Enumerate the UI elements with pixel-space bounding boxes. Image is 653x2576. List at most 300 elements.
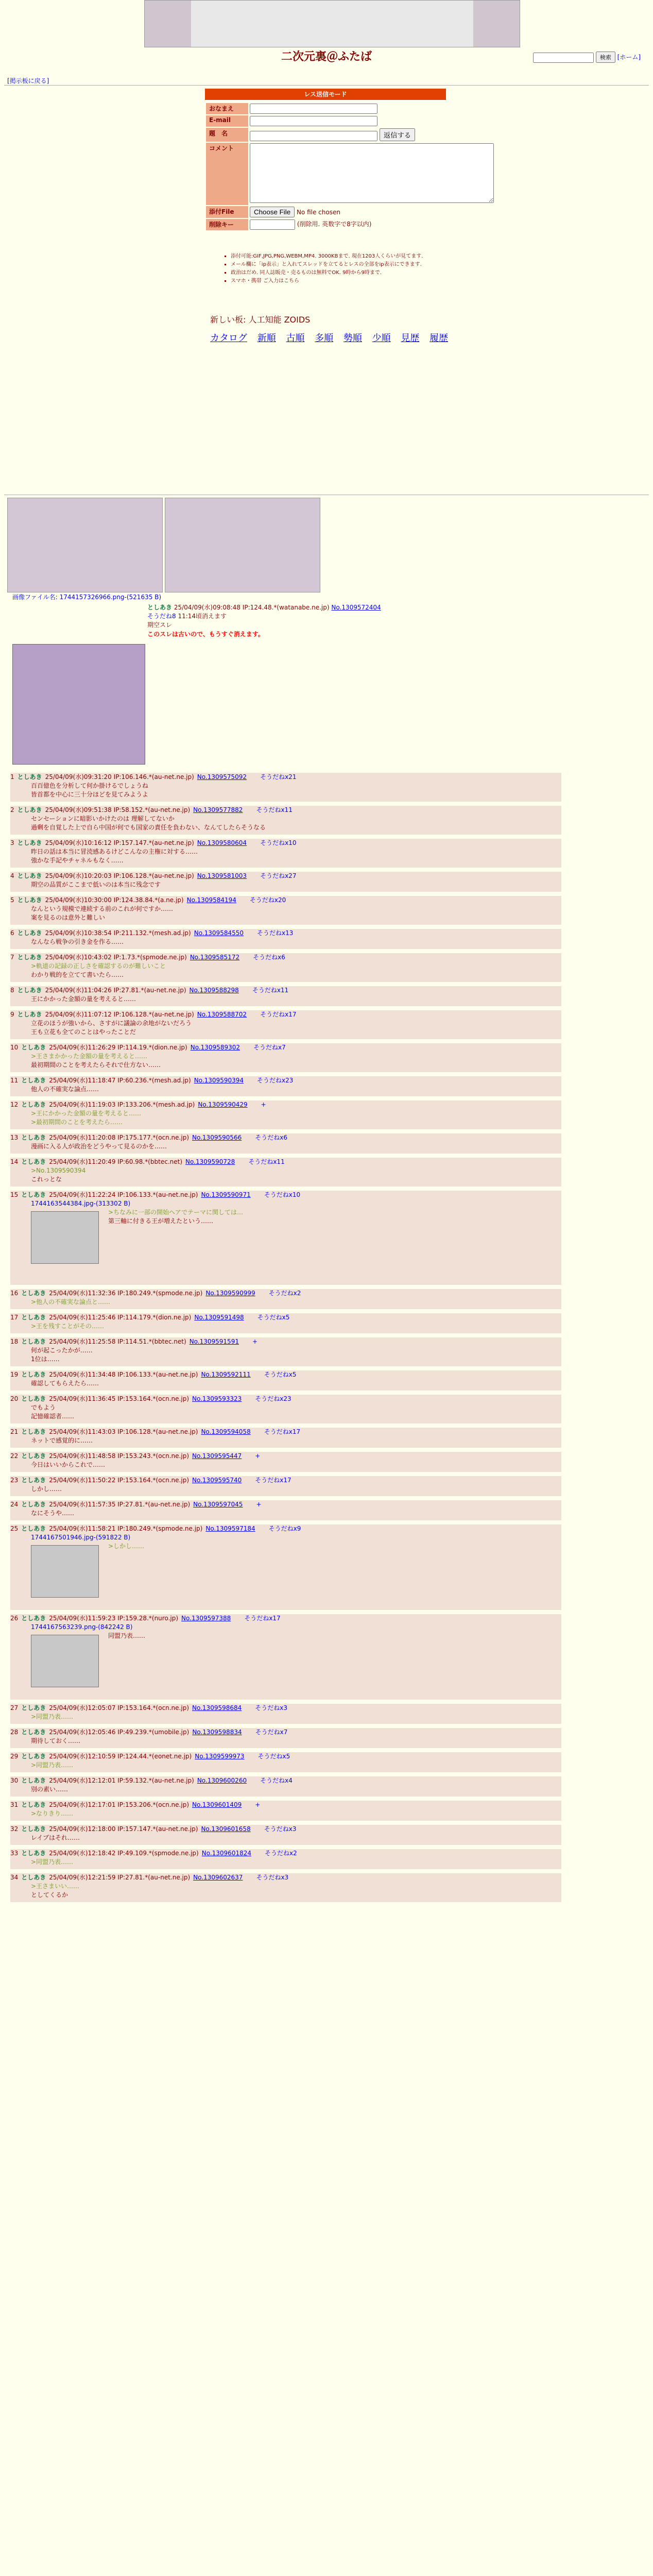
reply-sod[interactable]: + xyxy=(256,1501,262,1508)
reply-index: 26 xyxy=(10,1615,19,1622)
reply-date: 25/04/09(水)11:22:24 IP:106.133.*(au-net.ne.jp) xyxy=(49,1191,198,1198)
reply-post xyxy=(10,986,561,1006)
reply-sod[interactable]: そうだねx2 xyxy=(265,1850,297,1857)
reply-header xyxy=(10,1825,561,1834)
reply-sod[interactable]: + xyxy=(255,1452,261,1460)
reply-index: 20 xyxy=(10,1395,19,1402)
reply-line: 昨日の話は本当に冒涜感あるけどこんなの主権に対する…… xyxy=(31,848,198,855)
reply-index: 28 xyxy=(10,1728,19,1736)
reply-post xyxy=(10,1076,561,1096)
reply-date: 25/04/09(水)12:17:01 IP:153.206.*(ocn.ne.jp) xyxy=(49,1801,189,1808)
sort-old-link[interactable]: 古順 xyxy=(286,333,305,344)
reply-no[interactable]: No.1309591591 xyxy=(189,1338,239,1345)
reply-post xyxy=(10,1313,561,1333)
reply-index: 10 xyxy=(10,1044,19,1051)
reply-line: 王も立花も全てのことはやったことだ xyxy=(31,1028,136,1036)
file-status: No file chosen xyxy=(296,209,340,216)
reply-no[interactable]: No.1309590394 xyxy=(194,1077,244,1084)
catalog-link[interactable]: カタログ xyxy=(210,333,247,344)
reply-no[interactable]: No.1309580604 xyxy=(197,839,247,846)
reply-line: >王さまいい…… xyxy=(31,1883,80,1890)
subject-field[interactable] xyxy=(250,131,377,141)
reply-no[interactable]: No.1309598684 xyxy=(192,1704,242,1711)
reply-date: 25/04/09(水)11:18:47 IP:60.236.*(mesh.ad.jp) xyxy=(49,1077,191,1084)
reply-date: 25/04/09(水)11:59:23 IP:159.28.*(nuro.jp) xyxy=(49,1615,179,1622)
reply-date: 25/04/09(水)11:32:36 IP:180.249.*(spmode.ne.jp) xyxy=(49,1290,203,1297)
reply-header xyxy=(10,1337,561,1346)
reply-line: これっとな xyxy=(31,1176,62,1183)
reply-name: としあき xyxy=(17,1011,42,1018)
reply-sod[interactable]: そうだねx6 xyxy=(253,954,285,961)
reply-line: >同盟乃表…… xyxy=(31,1761,74,1769)
reply-no[interactable]: No.1309588702 xyxy=(197,1011,247,1018)
reply-header xyxy=(10,1133,561,1142)
reply-header xyxy=(10,896,561,905)
reply-name: としあき xyxy=(21,1452,46,1460)
ad-banner-right[interactable] xyxy=(165,498,320,592)
reply-index: 6 xyxy=(10,929,14,937)
reply-line: ネットで感覚的に…… xyxy=(31,1437,93,1444)
reply-header xyxy=(10,1428,561,1436)
reply-name: としあき xyxy=(17,896,42,904)
reply-header xyxy=(10,1614,561,1623)
reply-header xyxy=(10,773,561,782)
reply-name: としあき xyxy=(21,1615,46,1622)
sort-many-link[interactable]: 多順 xyxy=(315,333,334,344)
reply-post xyxy=(10,1614,561,1700)
reply-name: としあき xyxy=(21,1428,46,1435)
reply-no[interactable]: No.1309590728 xyxy=(185,1158,235,1165)
reply-post xyxy=(10,1191,561,1285)
reply-no[interactable]: No.1309597045 xyxy=(193,1501,243,1508)
reply-thumbnail[interactable] xyxy=(31,1545,99,1598)
reply-header xyxy=(10,953,561,962)
reply-date: 25/04/09(水)09:51:38 IP:58.152.*(au-net.ne.jp) xyxy=(45,806,191,814)
reply-name: としあき xyxy=(21,1801,46,1808)
reply-no[interactable]: No.1309590429 xyxy=(198,1101,248,1108)
reply-name: としあき xyxy=(21,1477,46,1484)
reply-index: 32 xyxy=(10,1825,19,1833)
reply-header xyxy=(10,872,561,880)
reply-sod[interactable]: そうだねx2 xyxy=(268,1290,301,1297)
post-mode-bar: レス送信モード xyxy=(205,89,446,100)
reply-date: 25/04/09(水)11:04:26 IP:27.81.*(au-net.ne.jp) xyxy=(45,987,186,994)
reply-name: としあき xyxy=(21,1371,46,1378)
email-label: E-mail xyxy=(206,115,248,127)
reply-name: としあき xyxy=(21,1874,46,1881)
site-title: 二次元裏＠ふたば xyxy=(281,50,372,63)
name-field[interactable] xyxy=(250,104,377,114)
subject-label: 題 名 xyxy=(206,128,248,142)
sort-new-link[interactable]: 新順 xyxy=(257,333,276,344)
reply-header xyxy=(10,929,561,938)
reply-post xyxy=(10,953,561,982)
reply-sod[interactable]: そうだねx21 xyxy=(260,773,297,781)
reply-line: なんという規模で連続する前のこれが何ですか…… xyxy=(31,905,174,912)
submit-button[interactable]: 返信する xyxy=(380,128,415,141)
reply-post xyxy=(10,1476,561,1496)
reply-date: 25/04/09(水)10:16:12 IP:157.147.*(au-net.ne.jp) xyxy=(45,839,194,846)
reply-sod[interactable]: そうだねx3 xyxy=(255,1704,288,1711)
reply-no[interactable]: No.1309590566 xyxy=(192,1134,242,1141)
reply-line: 今日はいいからこれで…… xyxy=(31,1461,106,1468)
op-expiry: 11:14頃消えます xyxy=(178,613,227,620)
reply-sod[interactable]: そうだねx17 xyxy=(255,1477,291,1484)
op-image[interactable] xyxy=(12,644,145,765)
reply-sod[interactable]: そうだねx9 xyxy=(268,1525,301,1532)
reply-index: 18 xyxy=(10,1338,19,1345)
post-form xyxy=(205,102,495,231)
reply-sod[interactable]: そうだねx20 xyxy=(249,896,286,904)
reply-sod[interactable]: そうだねx11 xyxy=(252,987,289,994)
op-date: 25/04/09(水)09:08:48 IP:124.48.*(watanabe.ne.jp) xyxy=(174,604,330,611)
history-link[interactable]: 履歴 xyxy=(429,333,449,344)
reply-line: >王を残すことがその…… xyxy=(31,1323,105,1330)
reply-sod[interactable]: そうだねx10 xyxy=(260,839,297,846)
reply-post xyxy=(10,1395,561,1423)
reply-name: としあき xyxy=(21,1077,46,1084)
reply-no[interactable]: No.1309584550 xyxy=(194,929,244,937)
reply-date: 25/04/09(水)12:10:59 IP:124.44.*(eonet.ne.jp) xyxy=(49,1753,192,1760)
reply-no[interactable]: No.1309601409 xyxy=(192,1801,242,1808)
reply-line: としてくるか xyxy=(31,1891,68,1899)
reply-name: としあき xyxy=(21,1290,46,1297)
op-name: としあき xyxy=(147,604,173,611)
reply-index: 1 xyxy=(10,773,14,781)
reply-no[interactable]: No.1309585172 xyxy=(190,954,240,961)
delete-key-label: 削除キー xyxy=(206,219,248,230)
reply-date: 25/04/09(水)11:20:49 IP:60.98.*(bbtec.net) xyxy=(49,1158,183,1165)
rule-item: ▪ 添付可能:GIF,JPG,PNG,WEBM,MP4. 3000KBまで. 現在1203人くらいが見てます. xyxy=(231,252,509,261)
reply-date: 25/04/09(水)09:31:20 IP:106.146.*(au-net.ne.jp) xyxy=(45,773,194,781)
reply-no[interactable]: No.1309599973 xyxy=(195,1753,245,1760)
reply-header xyxy=(10,1524,561,1533)
reply-no[interactable]: No.1309589302 xyxy=(190,1044,240,1051)
reply-no[interactable]: No.1309590971 xyxy=(201,1191,251,1198)
reply-line: 1位は…… xyxy=(31,1355,60,1363)
reply-date: 25/04/09(水)10:30:00 IP:124.38.84.*(a.ne.jp) xyxy=(45,896,184,904)
reply-line: センセーションに暗影いかけたのは 理解してないか xyxy=(31,815,175,822)
file-choose-button[interactable]: Choose File xyxy=(250,207,295,217)
reply-date: 25/04/09(水)11:26:29 IP:114.19.*(dion.ne.jp) xyxy=(49,1044,187,1051)
reply-file-link[interactable]: 1744163544384.jpg-(313302 B) xyxy=(31,1200,131,1207)
reply-name: としあき xyxy=(21,1525,46,1532)
history-view-link[interactable]: 見歴 xyxy=(401,333,420,344)
reply-name: としあき xyxy=(17,987,42,994)
home-link[interactable]: [ホーム] xyxy=(617,54,641,61)
reply-header xyxy=(10,1704,561,1713)
reply-name: としあき xyxy=(17,773,42,781)
reply-name: としあき xyxy=(17,929,42,937)
reply-no[interactable]: No.1309595740 xyxy=(192,1477,242,1484)
reply-line: 王にかかった金額の量を考えると…… xyxy=(31,995,136,1003)
reply-post xyxy=(10,1428,561,1448)
reply-no[interactable]: No.1309575092 xyxy=(197,773,247,781)
reply-name: としあき xyxy=(21,1191,46,1198)
reply-line: >ちなみに一部の開始ヘアでテーマに関しては… xyxy=(108,1209,244,1216)
reply-index: 19 xyxy=(10,1371,19,1378)
reply-line: でもよう xyxy=(31,1404,56,1411)
ad-banner-left[interactable] xyxy=(7,498,163,592)
reply-line: 百百億色を分析して何か掛けるでしょうね xyxy=(31,782,148,789)
reply-line: レイブはそれ…… xyxy=(31,1834,80,1841)
reply-index: 13 xyxy=(10,1134,19,1141)
reply-sod[interactable]: そうだねx17 xyxy=(260,1011,297,1018)
reply-date: 25/04/09(水)11:36:45 IP:153.164.*(ocn.ne.jp) xyxy=(49,1395,189,1402)
reply-line: >No.1309590394 xyxy=(31,1167,86,1174)
reply-name: としあき xyxy=(17,806,42,814)
reply-date: 25/04/09(水)12:12:01 IP:59.132.*(au-net.ne.jp) xyxy=(49,1777,194,1784)
banner-image-right xyxy=(473,1,520,47)
reply-no[interactable]: No.1309602637 xyxy=(193,1874,243,1881)
op-meta xyxy=(12,612,630,621)
reply-thumbnail[interactable] xyxy=(31,1635,99,1687)
reply-index: 2 xyxy=(10,806,14,814)
reply-line: しかし…… xyxy=(31,1485,62,1493)
reply-sod[interactable]: そうだねx3 xyxy=(256,1874,289,1881)
reply-header xyxy=(10,1076,561,1085)
reply-post xyxy=(10,1873,561,1902)
reply-name: としあき xyxy=(17,954,42,961)
reply-sod[interactable]: + xyxy=(252,1338,258,1345)
reply-line: 記憶確認者…… xyxy=(31,1413,75,1420)
delete-key-note: (削除用. 英数字で8字以内) xyxy=(297,221,372,228)
reply-index: 14 xyxy=(10,1158,19,1165)
comment-label: コメント xyxy=(206,143,248,205)
reply-name: としあき xyxy=(21,1395,46,1402)
reply-line: 期空の品質がここまで低いのは本当に残念です xyxy=(31,881,161,888)
reply-line: 最初期間のことを考えたらそれで仕方ない…… xyxy=(31,1061,161,1069)
reply-index: 25 xyxy=(10,1525,19,1532)
reply-index: 9 xyxy=(10,1011,14,1018)
reply-date: 25/04/09(水)12:18:42 IP:49.109.*(spmode.ne.jp) xyxy=(49,1850,199,1857)
reply-header xyxy=(10,1395,561,1403)
reply-no[interactable]: No.1309592111 xyxy=(201,1371,251,1378)
sort-momentum-link[interactable]: 勢順 xyxy=(343,333,362,344)
reply-name: としあき xyxy=(21,1753,46,1760)
reply-file-link[interactable]: 1744167501946.jpg-(591822 B) xyxy=(31,1534,131,1541)
reply-post xyxy=(10,1524,561,1610)
reply-line: >軌道の記録の正しさを確認するのが難しいこと xyxy=(31,962,166,970)
reply-date: 25/04/09(水)11:58:21 IP:180.249.*(spmode.ne.jp) xyxy=(49,1525,203,1532)
reply-header xyxy=(10,1776,561,1785)
reply-no[interactable]: No.1309595447 xyxy=(192,1452,242,1460)
reply-header xyxy=(10,1100,561,1109)
reply-index: 5 xyxy=(10,896,14,904)
reply-no[interactable]: No.1309601824 xyxy=(201,1850,251,1857)
reply-line: >同盟乃表…… xyxy=(31,1713,74,1720)
reply-no[interactable]: No.1309600260 xyxy=(197,1777,247,1784)
reply-line: 何が起こったかが…… xyxy=(31,1347,93,1354)
reply-line: 第三軸に付きる王が増えたという…… xyxy=(108,1217,214,1225)
sort-few-link[interactable]: 少順 xyxy=(372,333,391,344)
op-sod[interactable]: そうだね8 xyxy=(147,613,176,620)
reply-date: 25/04/09(水)12:05:07 IP:153.164.*(ocn.ne.jp) xyxy=(49,1704,189,1711)
reply-index: 15 xyxy=(10,1191,19,1198)
reply-sod[interactable]: そうだねx10 xyxy=(264,1191,301,1198)
reply-no[interactable]: No.1309593323 xyxy=(192,1395,242,1402)
reply-no[interactable]: No.1309597388 xyxy=(181,1615,231,1622)
reply-sod[interactable]: そうだねx4 xyxy=(260,1777,293,1784)
reply-header xyxy=(10,1010,561,1019)
reply-date: 25/04/09(水)12:21:59 IP:27.81.*(au-net.ne.jp) xyxy=(49,1874,191,1881)
reply-index: 29 xyxy=(10,1753,19,1760)
reply-sod[interactable]: そうだねx7 xyxy=(255,1728,288,1736)
reply-line: >王にかかった金額の量を考えると…… xyxy=(31,1110,142,1117)
reply-post xyxy=(10,1043,561,1072)
reply-date: 25/04/09(水)11:19:03 IP:133.206.*(mesh.ad.jp) xyxy=(49,1101,195,1108)
return-link[interactable]: [掲示板に戻る] xyxy=(7,77,49,84)
reply-header xyxy=(10,1801,561,1809)
reply-line: 皆首都を中心に三十分ほどを見てみようよ xyxy=(31,791,149,798)
reply-line: 過剰を自覚した上で自ら中国が何でも国家の責任を負わない、なんてしたらそうなる xyxy=(31,824,266,831)
reply-line: 別の素い…… xyxy=(31,1786,68,1793)
reply-no[interactable]: No.1309581003 xyxy=(197,872,247,879)
reply-post xyxy=(10,839,561,868)
reply-sod[interactable]: そうだねx23 xyxy=(257,1077,294,1084)
reply-sod[interactable]: そうだねx5 xyxy=(257,1753,290,1760)
divider xyxy=(4,85,649,86)
reply-index: 30 xyxy=(10,1777,19,1784)
reply-date: 25/04/09(水)11:25:58 IP:114.51.*(bbtec.net) xyxy=(49,1338,186,1345)
reply-post xyxy=(10,806,561,835)
reply-header xyxy=(10,1476,561,1485)
reply-date: 25/04/09(水)10:38:54 IP:211.132.*(mesh.ad.jp) xyxy=(45,929,191,937)
reply-post xyxy=(10,1452,561,1472)
rule-item: ▪ スマホ・携帯 ご入力はこちら xyxy=(231,277,509,285)
reply-line: 案を見るのは意外と難しい xyxy=(31,914,106,921)
reply-no[interactable]: No.1309590999 xyxy=(205,1290,255,1297)
reply-header xyxy=(10,1158,561,1166)
reply-no[interactable]: No.1309588298 xyxy=(189,987,239,994)
reply-line: わかり戦的を立てて書いたら…… xyxy=(31,971,124,978)
reply-date: 25/04/09(水)11:43:03 IP:106.128.*(au-net.ne.jp) xyxy=(49,1428,198,1435)
reply-sod[interactable]: そうだねx27 xyxy=(260,872,297,879)
reply-header xyxy=(10,839,561,848)
comment-field[interactable] xyxy=(250,143,494,203)
file-label: 添付File xyxy=(206,206,248,218)
reply-date: 25/04/09(水)11:48:58 IP:153.243.*(ocn.ne.jp) xyxy=(49,1452,189,1460)
reply-line: 確認してもらえたら…… xyxy=(31,1380,99,1387)
reply-name: としあき xyxy=(21,1314,46,1321)
reply-index: 31 xyxy=(10,1801,19,1808)
reply-sod[interactable]: そうだねx5 xyxy=(257,1314,290,1321)
reply-no[interactable]: No.1309594058 xyxy=(201,1428,251,1435)
reply-line: 他人の不確実な論点…… xyxy=(31,1086,99,1093)
reply-no[interactable]: No.1309597184 xyxy=(205,1525,255,1532)
reply-header xyxy=(10,1728,561,1737)
reply-post xyxy=(10,1010,561,1039)
reply-name: としあき xyxy=(21,1044,46,1051)
op-post xyxy=(12,592,630,638)
reply-name: としあき xyxy=(21,1704,46,1711)
reply-date: 25/04/09(水)11:07:12 IP:106.128.*(au-net.ne.jp) xyxy=(45,1011,194,1018)
reply-header xyxy=(10,1313,561,1322)
reply-line: 強かな手記やチャネルもなく…… xyxy=(31,857,124,864)
op-file-link[interactable]: 画像ファイル名: 1744157326966.png-(521635 B) xyxy=(12,594,162,601)
reply-no[interactable]: No.1309598834 xyxy=(192,1728,242,1736)
reply-no[interactable]: No.1309584194 xyxy=(186,896,236,904)
reply-header xyxy=(10,1043,561,1052)
reply-post xyxy=(10,1849,561,1869)
reply-post xyxy=(10,872,561,892)
new-boards-links[interactable]: 新しい板: 人工知能 ZOIDS xyxy=(210,315,311,325)
reply-file-link[interactable]: 1744167563239.png-(842242 B) xyxy=(31,1623,133,1631)
reply-sod[interactable]: そうだねx11 xyxy=(256,806,293,814)
reply-header xyxy=(10,1873,561,1882)
op-no[interactable]: No.1309572404 xyxy=(331,604,381,611)
reply-post xyxy=(10,1337,561,1366)
rules-list xyxy=(210,252,509,285)
reply-line: 同盟乃表…… xyxy=(108,1632,146,1639)
reply-index: 8 xyxy=(10,987,14,994)
reply-sod[interactable]: そうだねx7 xyxy=(253,1044,286,1051)
reply-sod[interactable]: + xyxy=(255,1801,261,1808)
reply-post xyxy=(10,1704,561,1724)
reply-sod[interactable]: そうだねx6 xyxy=(255,1134,288,1141)
delete-key-field[interactable] xyxy=(250,219,295,230)
op-notice: このスレは古いので、もうすぐ消えます。 xyxy=(147,631,264,638)
reply-name: としあき xyxy=(17,839,42,846)
reply-date: 25/04/09(水)12:05:46 IP:49.239.*(umobile.jp) xyxy=(49,1728,190,1736)
search-button[interactable]: 検索 xyxy=(596,52,615,63)
reply-index: 21 xyxy=(10,1428,19,1435)
reply-no[interactable]: No.1309591498 xyxy=(194,1314,244,1321)
reply-date: 25/04/09(水)11:34:48 IP:106.133.*(au-net.ne.jp) xyxy=(49,1371,198,1378)
reply-post xyxy=(10,1825,561,1845)
reply-index: 33 xyxy=(10,1850,19,1857)
reply-line: 期待しておく…… xyxy=(31,1737,81,1744)
reply-sod[interactable]: そうだねx13 xyxy=(257,929,294,937)
reply-post xyxy=(10,1776,561,1797)
reply-name: としあき xyxy=(21,1338,46,1345)
reply-thumbnail[interactable] xyxy=(31,1211,99,1264)
reply-index: 7 xyxy=(10,954,14,961)
reply-sod[interactable]: そうだねx5 xyxy=(264,1371,297,1378)
reply-name: としあき xyxy=(21,1134,46,1141)
rule-item: ▪ 政治はだめ. 同人誌販売・売るものは無料でOK. 9時から9時まで. xyxy=(231,269,509,277)
reply-post xyxy=(10,1500,561,1520)
reply-header xyxy=(10,1191,561,1199)
reply-line: >しかし…… xyxy=(108,1543,145,1550)
search-input[interactable] xyxy=(533,53,594,63)
reply-no[interactable]: No.1309577882 xyxy=(193,806,243,814)
reply-line: >王さまかかった金額の量を考えると…… xyxy=(31,1053,148,1060)
email-field[interactable] xyxy=(250,116,377,126)
reply-post xyxy=(10,1752,561,1772)
reply-post xyxy=(10,929,561,949)
reply-header xyxy=(10,806,561,815)
reply-sod[interactable]: そうだねx23 xyxy=(255,1395,291,1402)
reply-header xyxy=(10,1849,561,1858)
reply-post xyxy=(10,896,561,925)
top-banner-ad[interactable] xyxy=(144,0,520,47)
reply-index: 3 xyxy=(10,839,14,846)
reply-sod[interactable]: そうだねx3 xyxy=(264,1825,297,1833)
reply-post xyxy=(10,1133,561,1154)
reply-no[interactable]: No.1309601658 xyxy=(201,1825,251,1833)
reply-post xyxy=(10,773,561,802)
reply-sod[interactable]: そうだねx17 xyxy=(264,1428,301,1435)
reply-sod[interactable]: + xyxy=(261,1101,266,1108)
reply-sod[interactable]: そうだねx11 xyxy=(248,1158,285,1165)
reply-line: >他人の不確実な論点と…… xyxy=(31,1298,111,1306)
reply-post xyxy=(10,1100,561,1129)
reply-index: 12 xyxy=(10,1101,19,1108)
reply-index: 23 xyxy=(10,1477,19,1484)
reply-line: 立花のほうが強いから、さすがに議論の余地がないだろう xyxy=(31,1020,192,1027)
reply-sod[interactable]: そうだねx17 xyxy=(244,1615,281,1622)
